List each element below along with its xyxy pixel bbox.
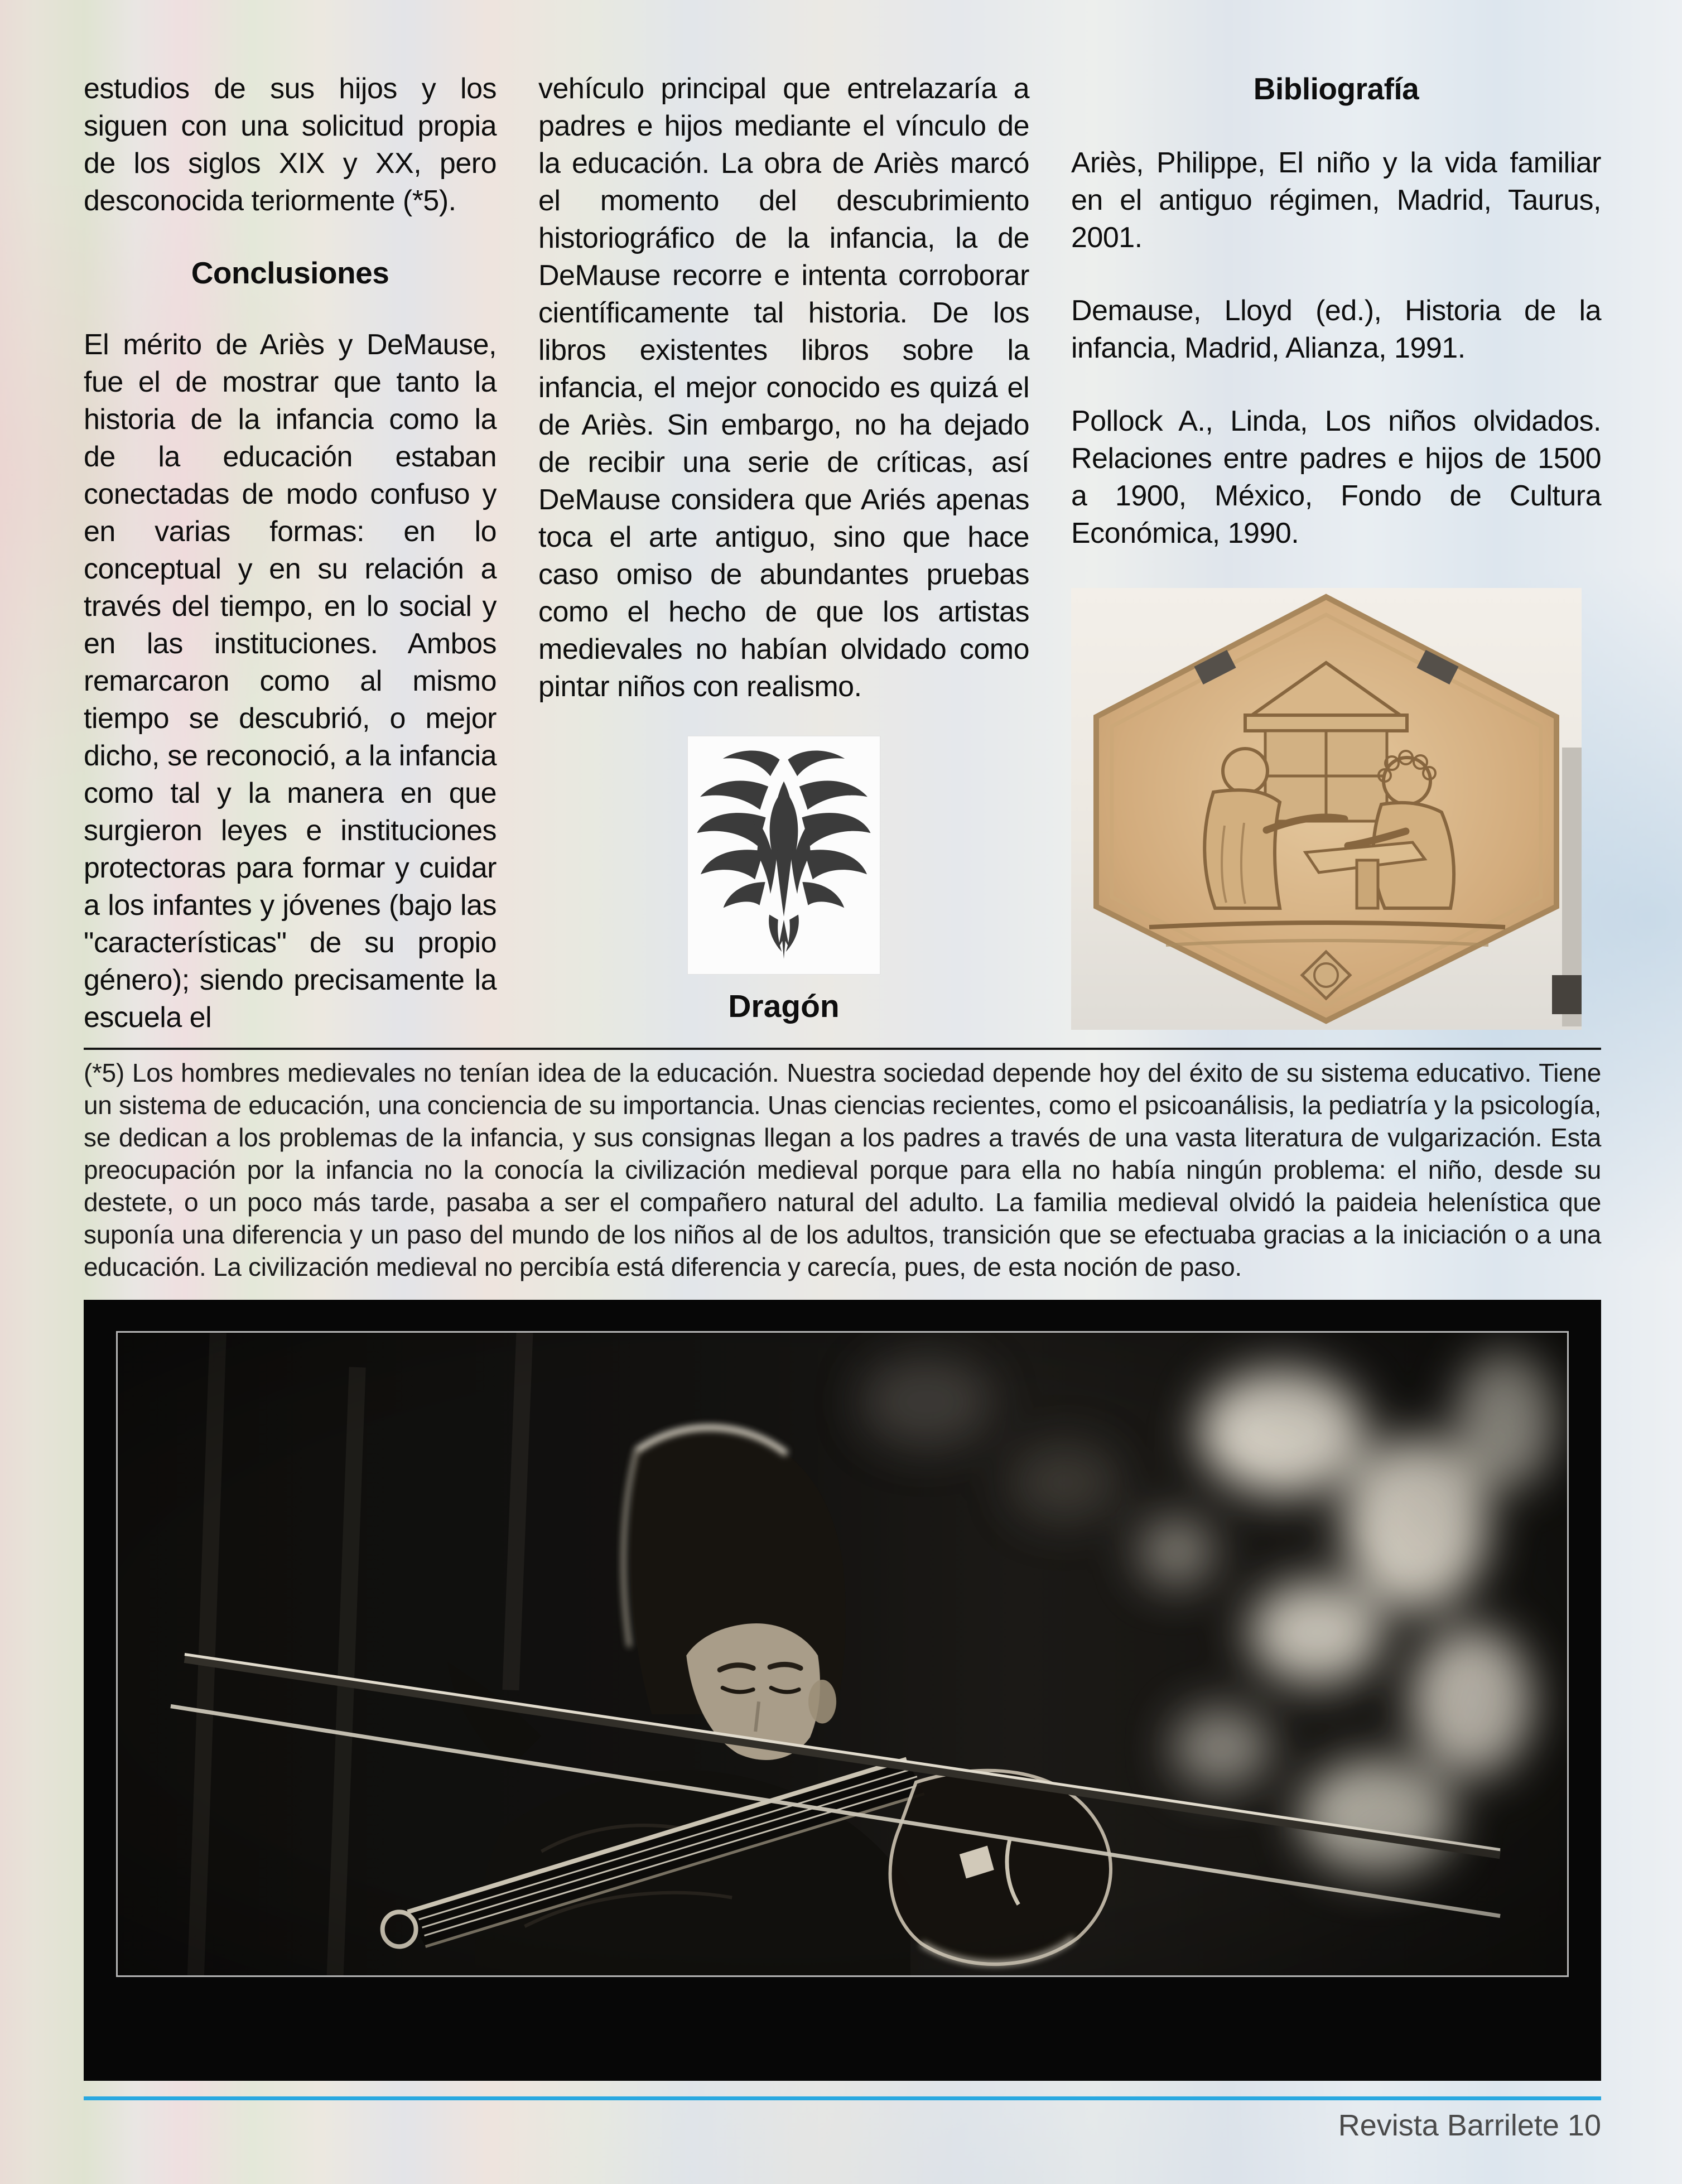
footnote-text: (*5) Los hombres medievales no tenían idea de la educación. Nuestra sociedad depende hoy del éxito de su sistema educativo. Tiene un sistema de educación, una conciencia de su importancia. Unas ciencias recientes, como el psicoanálisis, la pediatría y la psicología, se dedican a los problemas de la infancia, y sus consignas llegan a los padres a través de una vasta literatura de vulgarización. Esta preocupación por la infancia no la conocía la civilización medieval porque para ella no había ningún problema: el niño, desde su destete, o un poco más tarde, pasaba a ser el compañero natural del adulto. La familia medieval olvidó la paideia helenística que suponía una diferencia y un paso del mundo de los niños al de los adultos, transición que se efectuaba gracias a la iniciación o a una educación. La civilización medieval no percibía está diferencia y carecía, pues, de esta noción de paso. <box>84 1058 1601 1281</box>
page <box>84 0 1601 2143</box>
dragon-image <box>687 736 880 975</box>
violin-photo <box>116 1331 1569 1977</box>
bibliography-heading: Bibliografía <box>1253 71 1419 106</box>
footer-rule <box>84 2096 1601 2100</box>
violin-photo-frame <box>84 1300 1601 2081</box>
paragraph-conclusions: El mérito de Ariès y DeMause, fue el de mostrar que tanto la historia de la infancia como la de la educación estaban conectadas de modo confuso y en varias formas: en lo conceptual y en su relación a través del tiempo, en lo social y en las instituciones. Ambos remarcaron como al mismo tiempo se descubrió, o mejor dicho, se reconoció, a la infancia como tal y la manera en que surgieron leyes e instituciones protectoras para formar y cuidar a los infantes y jóvenes (bajo las "características" de su propio género); siendo precisamente la escuela el <box>84 329 497 1034</box>
bibliography-entry: Demause, Lloyd (ed.), Historia de la infancia, Madrid, Alianza, 1991. <box>1071 295 1601 364</box>
dragon-icon <box>696 744 872 966</box>
dragon-figure <box>687 736 880 1025</box>
hexagonal-relief-illustration <box>1071 588 1582 1030</box>
page-footer: Revista Barrilete 10 <box>1338 2109 1601 2142</box>
bibliography-entry: Ariès, Philippe, El niño y la vida familiar en el antiguo régimen, Madrid, Taurus, 2001. <box>1071 147 1601 254</box>
bibliography-list <box>1071 144 1601 552</box>
column-middle <box>538 70 1029 1025</box>
three-column-article <box>84 70 1601 1036</box>
conclusions-heading: Conclusiones <box>191 255 389 290</box>
footnote-divider <box>84 1048 1601 1050</box>
paragraph-continuation: estudios de sus hijos y los siguen con una solicitud propia de los siglos XIX y XX, pero desconocida teriormente (*5). <box>84 73 497 217</box>
relief-figure <box>1071 588 1582 1030</box>
boy-violin-photo-illustration <box>118 1333 1567 1975</box>
column-conclusions <box>84 70 497 1036</box>
column-bibliography <box>1071 70 1601 1030</box>
paragraph-middle: vehículo principal que entrelazaría a padres e hijos mediante el vínculo de la educación. La obra de Ariès marcó el momento del descubrimiento historiográfico de la infancia, la de DeMause recorre e intenta corroborar científicamente tal historia. De los libros existentes libros sobre la infancia, el mejor conocido es quizá el de Ariès. Sin embargo, no ha dejado de recibir una serie de críticas, así DeMause considera que Ariés apenas toca el arte antiguo, sino que hace caso omiso de abundantes pruebas como el hecho de que los artistas medievales no habían olvidado como pintar niños con realismo. <box>538 73 1029 703</box>
bibliography-entry: Pollock A., Linda, Los niños olvidados. Relaciones entre padres e hijos de 1500 a 1900, México, Fondo de Cultura Económica, 1990. <box>1071 405 1601 549</box>
dragon-caption: Dragón <box>728 989 840 1024</box>
